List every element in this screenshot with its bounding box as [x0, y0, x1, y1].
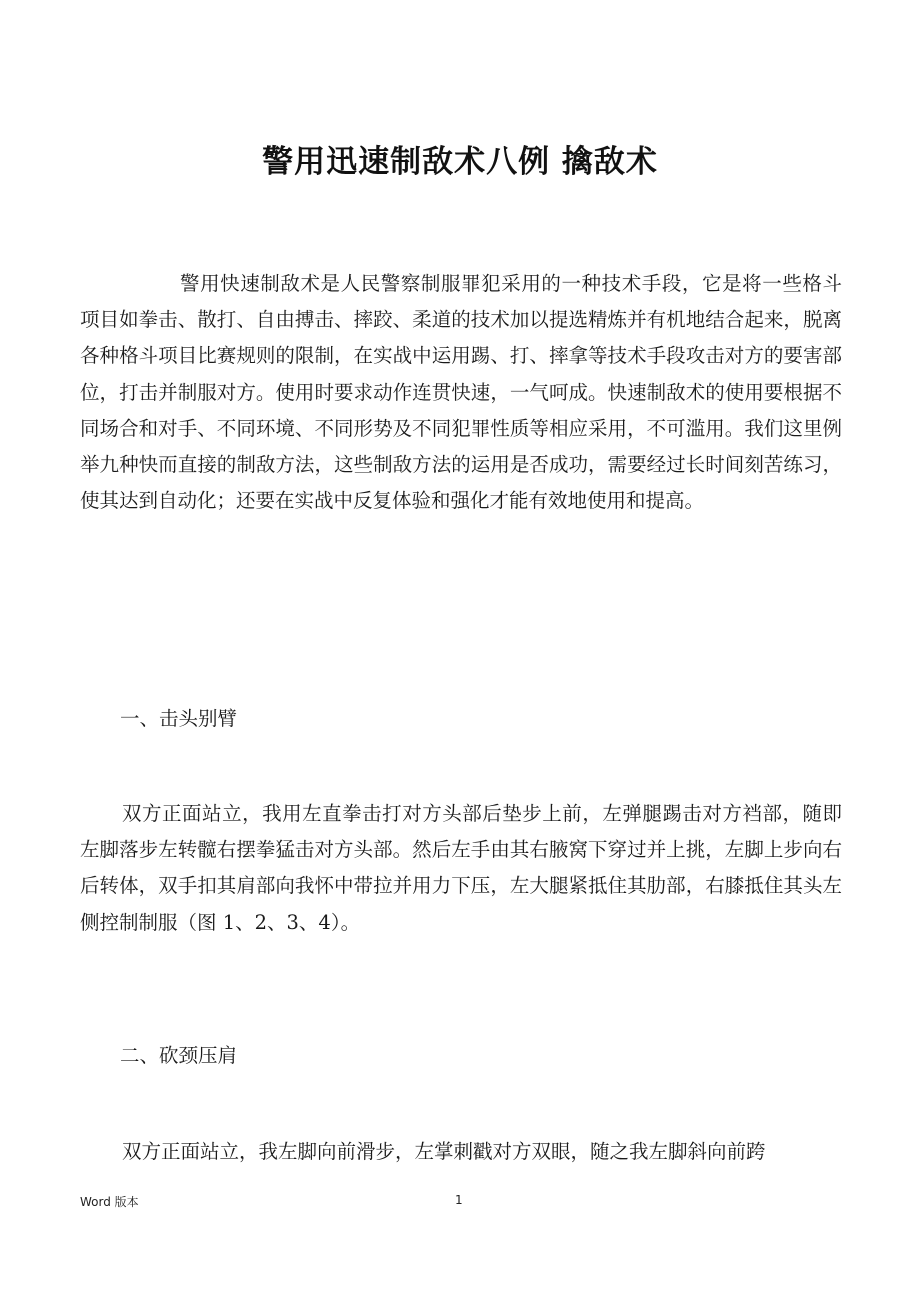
document-title: 警用迅速制敌术八例 擒敌术: [262, 144, 658, 180]
section-heading-1: 一、击头别臂: [120, 707, 238, 730]
intro-paragraph: 警用快速制敌术是人民警察制服罪犯采用的一种技术手段，它是将一些格斗项目如拳击、散打、自由搏击、摔跤、柔道的技术加以提选精炼并有机地结合起来，脱离各种格斗项目比赛规则的限制，在实战中运用踢、打、摔拿等技术手段攻击对方的要害部位，打击并制服对方。使用时要求动作连贯快速，一气呵成。快速制敌术的使用要根据不同场合和对手、不同环境、不同形势及不同犯罪性质等相应采用，不可滥用。我们这里例举九种快而直接的制敌方法，这些制敌方法的运用是否成功，需要经过长时间刻苦练习，使其达到自动化；还要在实战中反复体验和强化才能有效地使用和提高。: [80, 272, 842, 513]
footer-page-number: 1: [455, 1193, 463, 1207]
section-body-2: 双方正面站立，我左脚向前滑步，左掌刺戳对方双眼，随之我左脚斜向前跨: [122, 1140, 766, 1163]
footer-version-label: Word 版本: [80, 1195, 139, 1209]
section-body-1: 双方正面站立，我用左直拳击打对方头部后垫步上前，左弹腿踢击对方裆部，随即左脚落步左转髋右摆拳猛击对方头部。然后左手由其右腋窝下穿过并上挑，左脚上步向右后转体，双手扣其肩部向我怀中带拉并用力下压，左大腿紧抵住其肋部，右膝抵住其头左侧控制制服（图 1、2、3、4）。: [80, 802, 842, 934]
section-heading-2: 二、砍颈压肩: [120, 1044, 238, 1067]
